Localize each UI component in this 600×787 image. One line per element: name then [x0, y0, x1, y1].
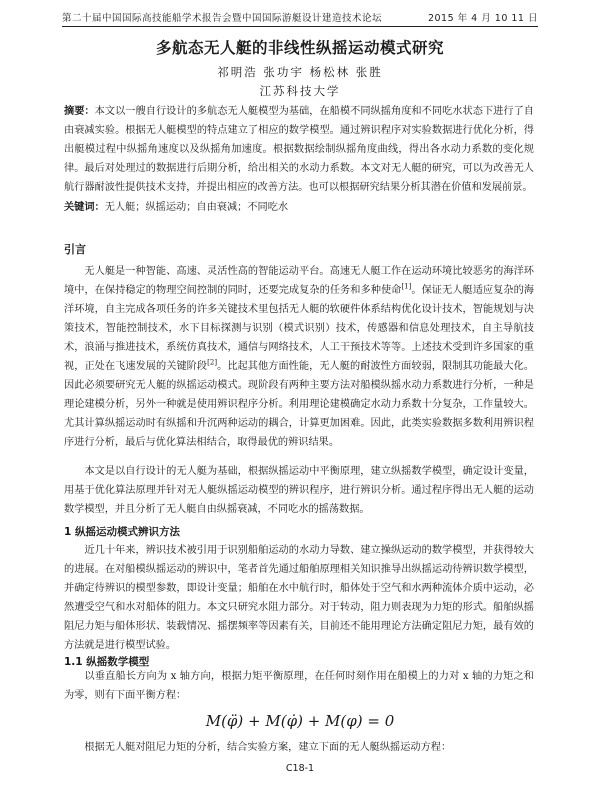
paper-title: 多航态无人艇的非线性纵摇运动模式研究 — [155, 39, 444, 57]
keywords-text: 无人艇；纵摇运动；自由衰减；不同吃水 — [104, 202, 289, 213]
intro-paragraph-1 — [64, 262, 534, 452]
section-heading-1-1: 1.1 纵摇数学模型 — [64, 656, 150, 668]
intro-p1-part-a: 无人艇是一种智能、高速、灵活性高的智能运动平台。高速无人艇工作在运动环境比较恶劣的海洋环境中，在保持稳定的物理空间控制的同时，还要完成复杂的任务和多种使命 — [64, 266, 534, 296]
intro-p1-part-c: 。比起其他方面性能，无人艇的耐波性方面较弱，限制其功能最大化。因此必须要研究无人艇的纵摇运动模式。现阶段有两种主要方法对船模纵摇水动力系数进行分析，一种是理论建模分析，另外一种就是使用辨识程序分析。利用理论建模确定水动力系数十分复杂，工作量较大。尤其计算纵摇运动时有纵摇和升沉两种运动的耦合，计算更加困难。因此，此类实验数据多数利用辨识程序进行分析，最后与优化算法相结合，取得最优的辨识结果。 — [64, 361, 535, 448]
conference-name: 第二十届中国国际高技能船学术报告会暨中国国际游艇设计建造技术论坛 — [62, 13, 383, 24]
intro-p1-part-b: 。保证无人艇适应复杂的海洋环境，自主完成各项任务的许多关键技术里包括无人艇的软硬件体系结构优化设计技术，智能规划与决策技术，智能控制技术，水下目标探测与识别（模式识别）技术，传感器和信息处理技术，自主导航技术，浪涌与推进技术，系统仿真技术，通信与网络技术，人工干预技术等等。上述技术受到许多国家的重视，正处在飞速发展的关键阶段 — [64, 285, 534, 372]
conference-date: 2015 年 4 月 10 11 日 — [427, 13, 538, 24]
citation-2: [2] — [207, 358, 218, 367]
author-list: 祁明浩 张功宇 杨松林 张胜 — [217, 65, 383, 79]
keywords-label: 关键词： — [64, 202, 105, 213]
abstract — [64, 102, 534, 197]
section-1-paragraph: 近几十年来，辨识技术被引用于识别船舶运动的水动力导数、建立操纵运动的数学模型，并获得较大的进展。在对船模纵摇运动的辨识中，笔者首先通过船舶原理相关知识推导出纵摇运动待辨识数学模型，并确定待辨识的模型参数，即设计变量；船舶在水中航行时，船体处于空气和水两种流体介质中运动，必然遭受空气和水对船体的阻力。本文只研究水阻力部分。对于转动，阻力则表现为力矩的形式。船舶纵摇阻尼力矩与船体形状、装载情况、摇摆频率等因素有关，目前还不能用理论方法确定阻尼力矩，最有效的方法就是进行模型试验。 — [64, 545, 534, 651]
abstract-label: 摘要： — [64, 106, 95, 117]
section-heading-intro: 引言 — [64, 243, 86, 256]
citation-1: [1] — [401, 282, 412, 291]
running-header — [62, 8, 538, 24]
header-rule — [62, 26, 538, 27]
keywords — [64, 198, 534, 217]
post-equation-paragraph: 根据无人艇对阻尼力矩的分析，结合实验方案，建立下面的无人艇纵摇运动方程： — [84, 742, 452, 753]
section-heading-1: 1 纵摇运动模式辨识方法 — [64, 526, 180, 538]
intro-paragraph-2: 本文是以自行设计的无人艇为基础，根据纵摇运动中平衡原理，建立纵摇数学模型，确定设计变量，用基于优化算法原理并针对无人艇纵摇运动模型的辨识程序，进行辨识分析。通过程序得出无人艇的运动数学模型，并且分析了无人艇自由纵摇衰减，不同吃水的摇荡数据。 — [64, 466, 534, 515]
section-1-1-paragraph: 以垂直船长方向为 x 轴方向，根据力矩平衡原理，在任何时刻作用在船模上的力对 x 轴的力矩之和为零，则有下面平衡方程： — [64, 671, 534, 701]
affiliation: 江苏科技大学 — [259, 84, 341, 98]
page-number: C18-1 — [285, 763, 315, 774]
abstract-text: 本文以一艘自行设计的多航态无人艇模型为基础，在船模不同纵摇角度和不同吃水状态下进行了自由衰减实验。根据无人艇模型的特点建立了相应的数学模型。通过辨识程序对实验数据进行优化分析，得出艇模过程中纵摇角速度以及纵摇角加速度。根据数据绘制纵摇角度曲线，得出各水动力系数的变化规律。最后对处理过的数据进行后期分析，给出相关的水动力系数。本文对无人艇的研究，可以为改善无人航行器耐波性提供技术支持，并提出相应的改善方法。也可以根据研究结果分析其潜在价值和发展前景。 — [64, 106, 534, 193]
balance-equation: M(φ̈) + M(φ̇) + M(φ) = 0 — [205, 712, 395, 730]
